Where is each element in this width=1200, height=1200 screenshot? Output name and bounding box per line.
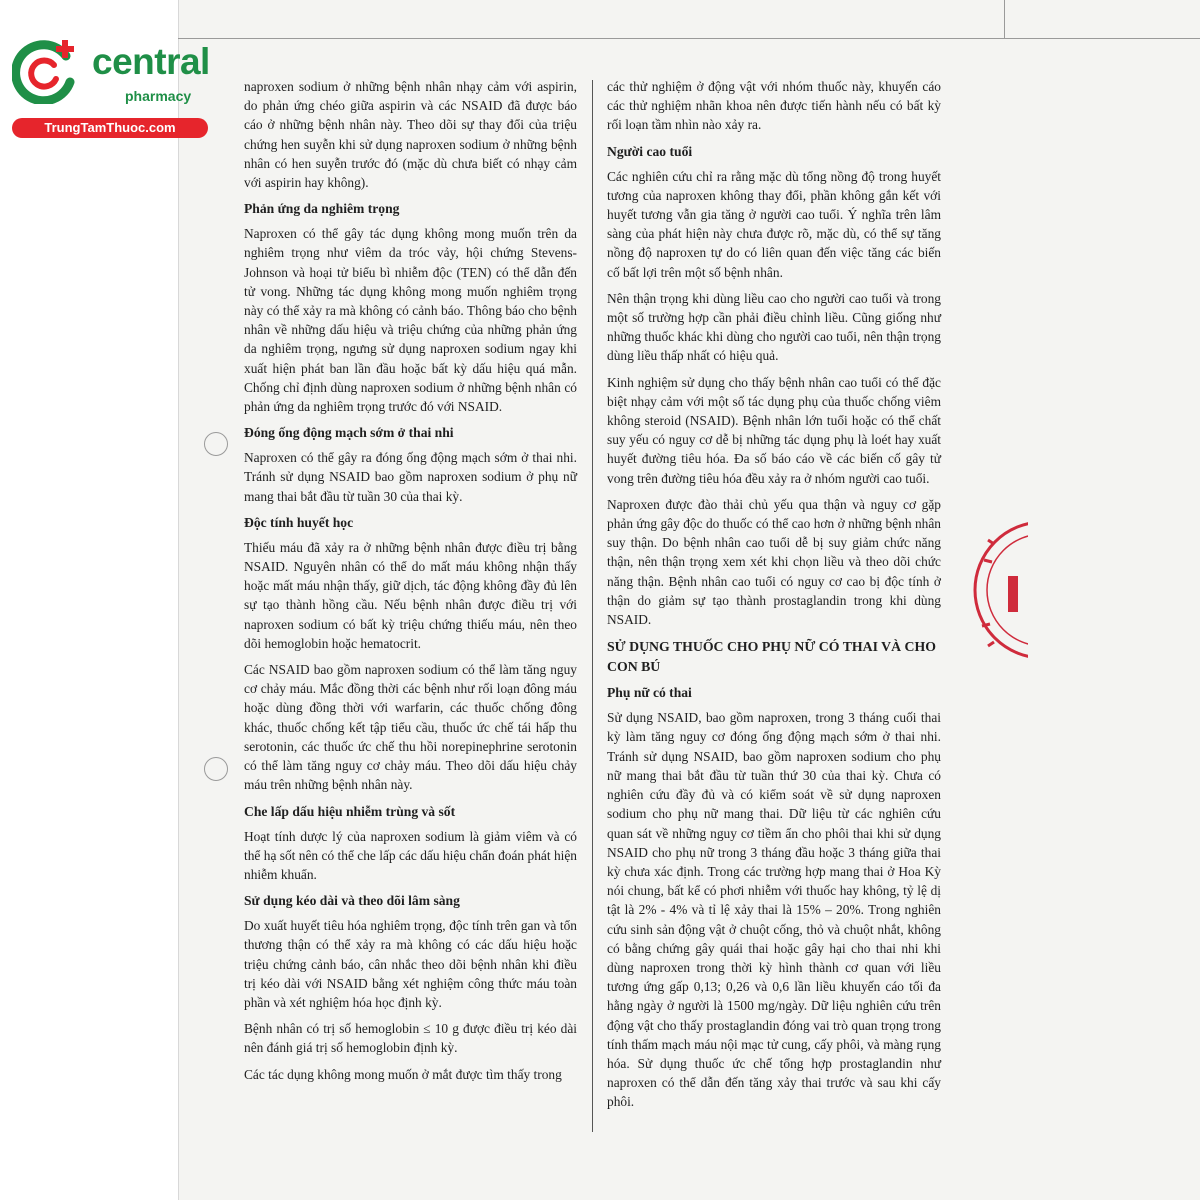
section-heading-pregnancy: SỬ DỤNG THUỐC CHO PHỤ NỮ CÓ THAI VÀ CHO CON BÚ xyxy=(607,639,936,675)
paragraph: Thiếu máu đã xảy ra ở những bệnh nhân được điều trị bằng NSAID. Nguyên nhân có thể do mất máu không nhận thấy hoặc mất máu nhận thấy, giữ dịch, tác động không đầy đủ lên sự tạo thành hồng cầu. Nếu bệnh nhân được điều trị với naproxen sodium có bất kỳ triệu chứng thiếu máu, nên theo dõi hemoglobin hoặc hematocrit. xyxy=(244,539,577,651)
left-column xyxy=(244,77,577,1091)
heading-long-term: Sử dụng kéo dài và theo dõi lâm sàng xyxy=(244,893,460,909)
logo-name: central xyxy=(92,41,210,82)
paragraph: Kinh nghiệm sử dụng cho thấy bệnh nhân cao tuổi có thể đặc biệt nhạy cảm với một số tác dụng phụ của thuốc chống viêm không steroid (NSAID). Bệnh nhân lớn tuổi hoặc có thể chất suy yếu có nguy cơ dễ bị những tác dụng phụ là loét hay xuất huyết đường tiêu hóa. Đa số báo cáo về các biến cố gây tử vong trên đường tiêu hóa đều xảy ra ở nhóm người cao tuổi. xyxy=(607,374,941,486)
column-divider xyxy=(592,80,593,1132)
paragraph: Do xuất huyết tiêu hóa nghiêm trọng, độc tính trên gan và tổn thương thận có thể xảy ra mà không có các dấu hiệu hoặc triệu chứng cảnh báo, cân nhắc theo dõi bệnh nhân khi điều trị kéo dài với NSAID bằng xét nghiệm công thức máu toàn phần và xét nghiệm hóa học định kỳ. xyxy=(244,918,577,1010)
stamp-mark-icon xyxy=(968,500,1028,680)
heading-elderly: Người cao tuổi xyxy=(607,143,693,159)
paragraph: Naproxen có thể gây tác dụng không mong muốn trên da nghiêm trọng như viêm da tróc vảy, hội chứng Stevens-Johnson và hoại tử biểu bì nhiễm độc (TEN) có thể dẫn đến tử vong. Những tác dụng không mong muốn nghiêm trọng này có thể xảy ra mà không có cảnh báo. Thông báo cho bệnh nhân về những dấu hiệu và triệu chứng của những phản ứng da nghiêm trọng, ngưng sử dụng naproxen sodium ngay khi xuất hiện phát ban lần đầu hoặc bất kỳ dấu hiệu quá mẫn. Chống chỉ định dùng naproxen sodium ở những bệnh nhân có phản ứng da nghiêm trọng trước đó với NSAID. xyxy=(244,226,577,415)
logo-url-badge[interactable]: TrungTamThuoc.com xyxy=(12,118,208,138)
punch-hole-top xyxy=(204,432,228,456)
paragraph: Bệnh nhân có trị số hemoglobin ≤ 10 g được điều trị kéo dài nên đánh giá trị số hemoglobin định kỳ. xyxy=(244,1021,577,1056)
paragraph: Naproxen có thể gây ra đóng ống động mạch sớm ở thai nhi. Tránh sử dụng NSAID bao gồm naproxen sodium ở phụ nữ mang thai bắt đầu từ tuần 30 của thai kỳ. xyxy=(244,450,577,504)
right-column xyxy=(607,77,941,1119)
paragraph: Naproxen được đào thải chủ yếu qua thận và nguy cơ gặp phản ứng gây độc do thuốc có thể cao hơn ở những bệnh nhân suy thận. Do bệnh nhân cao tuổi dễ bị suy giảm chức năng thận, nên thận trọng xem xét khi chọn liều và theo dõi chức năng thận. Bệnh nhân cao tuổi có nguy cơ cao bị độc tính ở thận do giảm sự tạo thành prostaglandin trong khi dùng NSAID. xyxy=(607,496,941,628)
paragraph: Các NSAID bao gồm naproxen sodium có thể làm tăng nguy cơ chảy máu. Mắc đồng thời các bệnh như rối loạn đông máu hoặc dùng đồng thời với warfarin, các thuốc chống đông khác, thuốc chống kết tập tiểu cầu, thuốc ức chế tái hấp thu serotonin, các thuốc ức chế thu hồi norepinephrine serotonin có thể làm tăng nguy cơ chảy máu. Theo dõi dấu hiệu chảy máu trên những bệnh nhân này. xyxy=(244,662,577,793)
paragraph: Sử dụng NSAID, bao gồm naproxen, trong 3 tháng cuối thai kỳ làm tăng nguy cơ đóng ống động mạch sớm ở thai nhi. Tránh sử dụng NSAID, bao gồm naproxen sodium cho phụ nữ mang thai bắt đầu từ tuần thứ 30 của thai kỳ. Chưa có nghiên cứu đầy đủ và có kiểm soát về sử dụng naproxen sodium cho phụ nữ mang thai. Dữ liệu từ các nghiên cứu quan sát về những nguy cơ tiềm ẩn cho phôi thai khi sử dụng NSAID cho phụ nữ trong 3 tháng đầu hoặc 3 tháng giữa thai kỳ chưa xác định. Trong các trường hợp mang thai ở Hoa Kỳ nói chung, bất kể có phơi nhiễm với thuốc hay không, tỷ lệ dị tật là 2% - 4% và tỉ lệ xảy thai là 15% – 20%. Trong nghiên cứu sinh sản động vật ở chuột cống, thỏ và chuột nhắt, không có bằng chứng gây quái thai hoặc gây hại cho thai nhi khi dùng naproxen trong thời kỳ hình thành cơ quan với liều tương ứng gấp 0,13; 0,26 và 0,6 lần liều khuyến cáo tối đa hằng ngày ở người là 1500 mg/ngày. Dữ liệu nghiên cứu trên động vật cho thấy prostaglandin đóng vai trò quan trọng trong tính thấm mạch máu nội mạc tử cung, cấy phôi, và màng rụng hóa. Sử dụng thuốc ức chế tổng hợp prostaglandin như naproxen có thể dẫn đến tăng xảy thai trước và sau khi cấy phôi. xyxy=(607,710,941,1110)
corner-rule xyxy=(1004,0,1005,38)
paragraph: Các tác dụng không mong muốn ở mắt được tìm thấy trong xyxy=(244,1066,562,1082)
paragraph: Các nghiên cứu chỉ ra rằng mặc dù tổng nồng độ trong huyết tương của naproxen không thay đổi, phần không gắn kết với huyết tương vẫn gia tăng ở người cao tuổi. Ý nghĩa trên lâm sàng của phát hiện này chưa được rõ, mặc dù, có thể sự tăng nồng độ naproxen tự do có liên quan đến việc tăng các biến cố bất lợi trên một số bệnh nhân. xyxy=(607,168,941,280)
paragraph: Nên thận trọng khi dùng liều cao cho người cao tuổi và trong một số trường hợp cần phải điều chỉnh liều. Cũng giống như những thuốc khác khi dùng cho người cao tuổi, nên thận trọng dùng liều thấp nhất có hiệu quả. xyxy=(607,290,941,364)
top-rule xyxy=(178,38,1200,39)
paragraph: các thử nghiệm ở động vật với nhóm thuốc này, khuyến cáo các thử nghiệm nhãn khoa nên được tiến hành nếu có bất kỳ rối loạn tầm nhìn nào xảy ra. xyxy=(607,79,941,133)
pharmacy-logo[interactable] xyxy=(12,38,212,138)
punch-hole-bottom xyxy=(204,757,228,781)
heading-ductus: Đóng ống động mạch sớm ở thai nhi xyxy=(244,425,454,441)
central-logo-icon xyxy=(12,38,78,104)
heading-masking: Che lấp dấu hiệu nhiễm trùng và sốt xyxy=(244,803,456,819)
heading-skin-reactions: Phản ứng da nghiêm trọng xyxy=(244,201,400,217)
heading-pregnant-women: Phụ nữ có thai xyxy=(607,685,692,701)
left-margin-strip xyxy=(0,0,178,1200)
heading-hematologic: Độc tính huyết học xyxy=(244,514,354,530)
logo-subtitle: pharmacy xyxy=(125,88,192,104)
paragraph: naproxen sodium ở những bệnh nhân nhạy cảm với aspirin, do phản ứng chéo giữa aspirin và các NSAID đã được báo cáo ở những bệnh nhân này. Theo dõi sự thay đổi của triệu chứng hen suyễn khi sử dụng naproxen sodium ở những bệnh nhân có hen suyễn trước đó (mặc dù chưa biết có nhạy cảm với aspirin hay không). xyxy=(244,79,577,191)
paragraph: Hoạt tính dược lý của naproxen sodium là giảm viêm và có thể hạ sốt nên có thể che lấp các dấu hiệu chẩn đoán phát hiện nhiễm khuẩn. xyxy=(244,828,577,882)
